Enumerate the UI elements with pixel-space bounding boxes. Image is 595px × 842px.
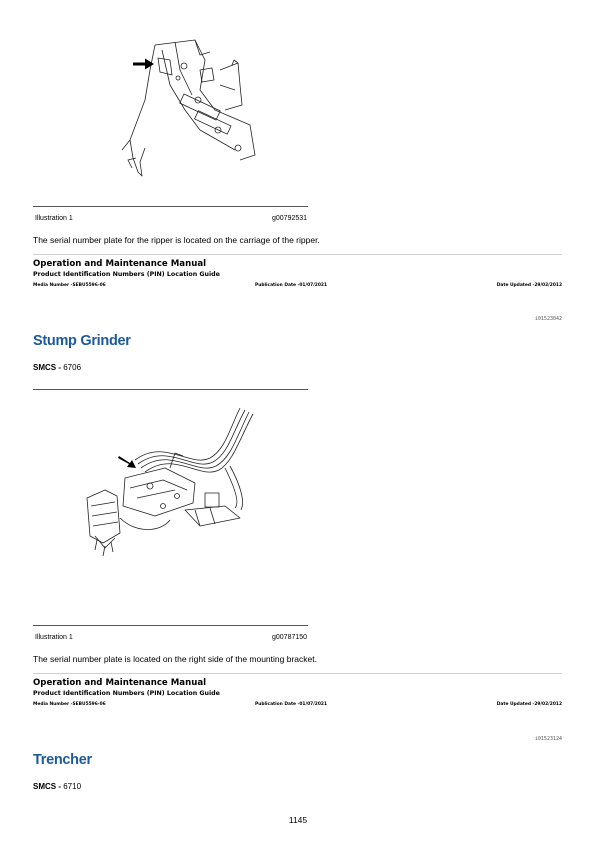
- illustration-code: g00792531: [272, 215, 308, 222]
- date-updated: Date Updated -29/02/2012: [496, 702, 562, 707]
- body-paragraph: The serial number plate for the ripper is located on the carriage of the ripper.: [33, 235, 320, 245]
- media-number: Media Number -SEBU5596-06: [33, 283, 106, 288]
- document-id: i01523042: [534, 316, 562, 322]
- illustration-rule: [33, 625, 308, 626]
- body-paragraph: The serial number plate is located on the right side of the mounting bracket.: [33, 654, 317, 664]
- date-updated: Date Updated -29/02/2012: [496, 283, 562, 288]
- manual-title: Operation and Maintenance Manual: [33, 678, 207, 688]
- illustration-rule: [33, 206, 308, 207]
- smcs-label: SMCS -: [33, 782, 61, 791]
- illustration-rule: [33, 389, 308, 390]
- page-number: 1145: [288, 815, 308, 825]
- smcs-code: [33, 782, 81, 791]
- smcs-code: [33, 363, 81, 372]
- illustration-code: g00787150: [272, 634, 308, 641]
- publication-date: Publication Date -01/07/2021: [255, 702, 328, 707]
- illustration-label: Illustration 1: [35, 634, 73, 641]
- manual-title: Operation and Maintenance Manual: [33, 259, 207, 269]
- illustration-label: Illustration 1: [35, 215, 73, 222]
- smcs-label: SMCS -: [33, 363, 61, 372]
- manual-subtitle: Product Identification Numbers (PIN) Location Guide: [33, 271, 220, 278]
- smcs-value: 6706: [63, 363, 82, 372]
- section-title: Stump Grinder: [33, 333, 131, 349]
- section-title: Trencher: [33, 752, 92, 768]
- location-arrow-icon: [133, 58, 155, 70]
- smcs-value: 6710: [63, 782, 82, 791]
- location-arrow-icon: [118, 454, 138, 470]
- stump-grinder-illustration: [75, 398, 260, 573]
- publication-date: Publication Date -01/07/2021: [255, 283, 328, 288]
- section-divider: [33, 254, 562, 255]
- manual-subtitle: Product Identification Numbers (PIN) Location Guide: [33, 690, 220, 697]
- document-id: i01523124: [534, 736, 562, 742]
- ripper-illustration: [100, 30, 275, 190]
- media-number: Media Number -SEBU5596-06: [33, 702, 106, 707]
- section-divider: [33, 673, 562, 674]
